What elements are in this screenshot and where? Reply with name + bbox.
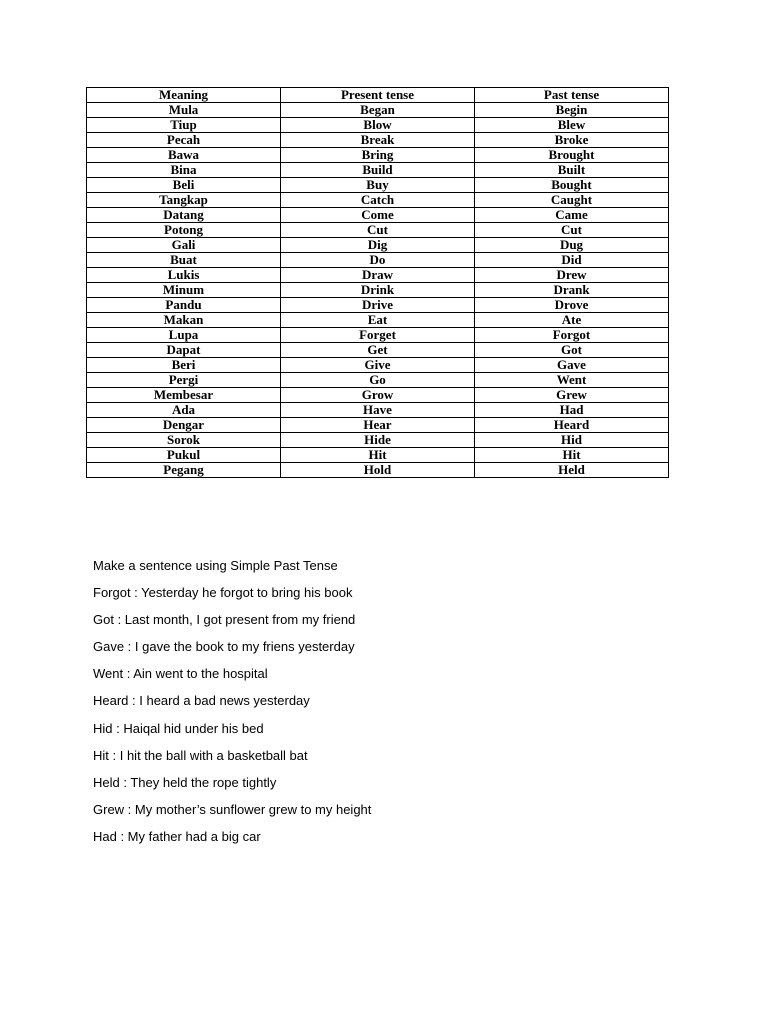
present-tense-cell: Hide	[281, 433, 475, 448]
table-row	[87, 358, 669, 373]
meaning-cell: Pandu	[87, 298, 281, 313]
past-tense-cell: Ate	[475, 313, 669, 328]
present-tense-cell: Cut	[281, 223, 475, 238]
present-tense-cell: Blow	[281, 118, 475, 133]
present-tense-cell: Hit	[281, 448, 475, 463]
meaning-cell: Sorok	[87, 433, 281, 448]
past-tense-cell: Brought	[475, 148, 669, 163]
present-tense-cell: Dig	[281, 238, 475, 253]
table-row	[87, 343, 669, 358]
table-row	[87, 163, 669, 178]
meaning-cell: Beli	[87, 178, 281, 193]
meaning-cell: Ada	[87, 403, 281, 418]
table-row	[87, 433, 669, 448]
table-row	[87, 373, 669, 388]
meaning-cell: Lukis	[87, 268, 281, 283]
past-tense-cell: Gave	[475, 358, 669, 373]
meaning-cell: Bawa	[87, 148, 281, 163]
meaning-cell: Beri	[87, 358, 281, 373]
past-tense-cell: Went	[475, 373, 669, 388]
past-tense-cell: Hit	[475, 448, 669, 463]
past-tense-cell: Caught	[475, 193, 669, 208]
present-tense-cell: Eat	[281, 313, 475, 328]
table-row	[87, 223, 669, 238]
meaning-cell: Tangkap	[87, 193, 281, 208]
present-tense-cell: Hear	[281, 418, 475, 433]
past-tense-cell: Drove	[475, 298, 669, 313]
past-tense-cell: Broke	[475, 133, 669, 148]
meaning-cell: Membesar	[87, 388, 281, 403]
past-tense-cell: Bought	[475, 178, 669, 193]
present-tense-cell: Build	[281, 163, 475, 178]
header-meaning: Meaning	[87, 88, 281, 103]
sentence-item: Heard : I heard a bad news yesterday	[93, 693, 310, 709]
sentence-item: Hit : I hit the ball with a basketball bat	[93, 747, 308, 763]
table-row	[87, 403, 669, 418]
table-row	[87, 133, 669, 148]
past-tense-cell: Drew	[475, 268, 669, 283]
past-tense-cell: Blew	[475, 118, 669, 133]
table-row	[87, 208, 669, 223]
past-tense-cell: Begin	[475, 103, 669, 118]
sentence-item: Gave : I gave the book to my friens yesterday	[93, 639, 355, 655]
table-row	[87, 298, 669, 313]
present-tense-cell: Grow	[281, 388, 475, 403]
past-tense-cell: Did	[475, 253, 669, 268]
past-tense-cell: Came	[475, 208, 669, 223]
table-row	[87, 283, 669, 298]
table-row	[87, 328, 669, 343]
meaning-cell: Lupa	[87, 328, 281, 343]
sentence-item: Went : Ain went to the hospital	[93, 666, 268, 682]
table-header-row	[87, 88, 669, 103]
meaning-cell: Bina	[87, 163, 281, 178]
meaning-cell: Pegang	[87, 463, 281, 478]
table-row	[87, 463, 669, 478]
past-tense-cell: Had	[475, 403, 669, 418]
present-tense-cell: Do	[281, 253, 475, 268]
sentence-item: Got : Last month, I got present from my friend	[93, 612, 356, 628]
present-tense-cell: Draw	[281, 268, 475, 283]
table-row	[87, 238, 669, 253]
meaning-cell: Tiup	[87, 118, 281, 133]
sentence-item: Held : They held the rope tightly	[93, 774, 277, 790]
meaning-cell: Potong	[87, 223, 281, 238]
past-tense-cell: Dug	[475, 238, 669, 253]
past-tense-cell: Drank	[475, 283, 669, 298]
present-tense-cell: Catch	[281, 193, 475, 208]
past-tense-cell: Heard	[475, 418, 669, 433]
sentence-section-title: Make a sentence using Simple Past Tense	[93, 558, 338, 573]
table-row	[87, 103, 669, 118]
past-tense-cell: Cut	[475, 223, 669, 238]
header-present-tense: Present tense	[281, 88, 475, 103]
past-tense-cell: Hid	[475, 433, 669, 448]
sentence-item: Hid : Haiqal hid under his bed	[93, 720, 264, 736]
table-row	[87, 448, 669, 463]
table-row	[87, 253, 669, 268]
meaning-cell: Pecah	[87, 133, 281, 148]
table-row	[87, 313, 669, 328]
present-tense-cell: Hold	[281, 463, 475, 478]
present-tense-cell: Break	[281, 133, 475, 148]
present-tense-cell: Drive	[281, 298, 475, 313]
meaning-cell: Datang	[87, 208, 281, 223]
past-tense-cell: Held	[475, 463, 669, 478]
sentence-item: Had : My father had a big car	[93, 828, 261, 844]
past-tense-cell: Built	[475, 163, 669, 178]
present-tense-cell: Buy	[281, 178, 475, 193]
past-tense-cell: Grew	[475, 388, 669, 403]
sentence-section	[93, 557, 713, 855]
table-row	[87, 193, 669, 208]
past-tense-cell: Forgot	[475, 328, 669, 343]
meaning-cell: Buat	[87, 253, 281, 268]
present-tense-cell: Bring	[281, 148, 475, 163]
table-row	[87, 178, 669, 193]
present-tense-cell: Forget	[281, 328, 475, 343]
table-row	[87, 388, 669, 403]
present-tense-cell: Have	[281, 403, 475, 418]
table-row	[87, 118, 669, 133]
sentence-item: Forgot : Yesterday he forgot to bring his book	[93, 585, 353, 601]
meaning-cell: Pukul	[87, 448, 281, 463]
header-past-tense: Past tense	[475, 88, 669, 103]
sentence-item: Grew : My mother’s sunflower grew to my height	[93, 801, 372, 817]
present-tense-cell: Began	[281, 103, 475, 118]
meaning-cell: Gali	[87, 238, 281, 253]
present-tense-cell: Drink	[281, 283, 475, 298]
present-tense-cell: Go	[281, 373, 475, 388]
meaning-cell: Makan	[87, 313, 281, 328]
meaning-cell: Pergi	[87, 373, 281, 388]
table-row	[87, 418, 669, 433]
past-tense-cell: Got	[475, 343, 669, 358]
meaning-cell: Mula	[87, 103, 281, 118]
sentence-list	[93, 584, 713, 855]
present-tense-cell: Give	[281, 358, 475, 373]
meaning-cell: Dengar	[87, 418, 281, 433]
table-row	[87, 148, 669, 163]
verb-table	[86, 87, 669, 478]
meaning-cell: Dapat	[87, 343, 281, 358]
present-tense-cell: Get	[281, 343, 475, 358]
meaning-cell: Minum	[87, 283, 281, 298]
verb-table-body	[87, 103, 669, 478]
table-row	[87, 268, 669, 283]
present-tense-cell: Come	[281, 208, 475, 223]
